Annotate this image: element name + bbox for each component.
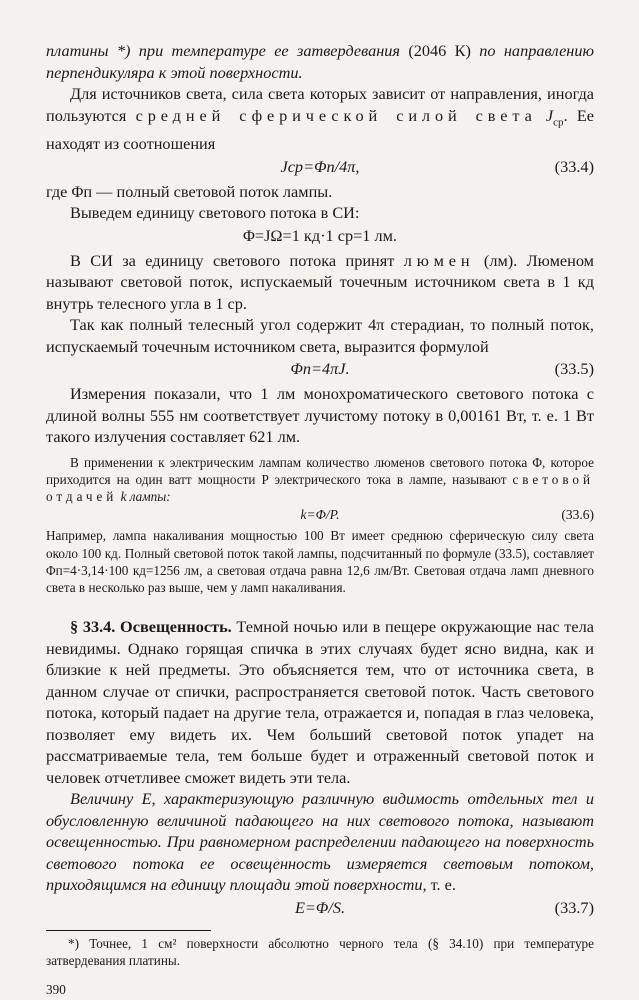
paragraph-mean-spherical: Для источников света, сила света которых зависит от направления, иногда пользуются средней сферической силой света $J_{ср}$. Ее находят из соотношения [46, 84, 595, 154]
formula-text: Jср=Φп/4π, [280, 156, 360, 176]
paragraph-continuation [46, 40, 594, 83]
small-paragraph-example: Например, лампа накаливания мощностью 100 Вт имеет среднюю сферическую силу света около 100 кд. Полный световой поток такой лампы, подсчитанный по формуле (33.5), составляет Φп=4·3,14·100 кд=1256 лм, а световая отдача равна 12,6 лм/Вт. Световая отдача ламп дневного света в несколько раз выше, чем у ламп накаливания. [46, 528, 594, 595]
formula-33-6 [46, 505, 594, 527]
formula-text: E=Φ/S. [294, 897, 346, 917]
paragraph-derive-unit: Выведем единицу светового потока в СИ: [70, 203, 360, 223]
formula-33-7 [46, 896, 594, 922]
footnote: *) Точнее, 1 см² поверхности абсолютно черного тела (§ 34.10) при температуре затвердевания платины. [46, 935, 594, 968]
formula-33-5 [46, 357, 594, 383]
formula-text: Φп=4πJ. [290, 359, 350, 379]
equation-number: (33.6) [561, 507, 594, 523]
small-paragraph-luminous-efficacy: В применении к электрическим лампам количество люменов светового потока Φ, которое приходится на один ватт мощности P электрического тока в лампе, называют световой отдачей k лампы: [46, 454, 594, 505]
italic-text: платины *) при температуре ее затвердевания [46, 41, 400, 60]
paragraph-where: где Φп — полный световой поток лампы. [46, 181, 333, 201]
section-33-4: § 33.4. Освещенность. Темной ночью или в пещере окружающие нас тела невидимы. Однако горящая спичка в этих случаях будет ясно видна, как и близкие к ней предметы. Это объясняется тем, что от источника света, в данном случае от спички, распространяется световой поток. Часть светового потока, который падает на другие тела, отражается и, попадая в глаз человека, позволяет ему видеть их. Чем больший световой поток упадет на рассматриваемые тела, тем больше будет и отраженный световой поток и человек отчетливее сможет видеть эти тела. [46, 617, 594, 787]
section-heading: § 33.4. Освещенность. [70, 617, 232, 637]
page [46, 40, 594, 998]
paragraph-lumen: В СИ за единицу светового потока принят люмен (лм). Люменом называют световой поток, испускаемый точечным источником света в 1 кд внутрь телесного угла в 1 ср. [46, 250, 594, 313]
italic-text: Величину E, характеризующую различную видимость отдельных тел и обусловленную величиной падающего на них светового потока, называют освещенностью. При равномерном распределении падающего на поверхность светового потока ее освещенность измеряется световым потоком, приходящимся на единицу площади этой поверхности, [46, 789, 594, 895]
formula-text: k=Φ/P. [300, 507, 340, 523]
italic-text: по направлению перпендикуляра к этой поверхности. [46, 41, 594, 82]
spaced-term: средней сферической силой света [135, 105, 537, 125]
paragraph-full-solid-angle: Так как полный телесный угол содержит 4π стерадиан, то полный поток, испускаемый точечным источником света, выразится формулой [46, 315, 594, 356]
spaced-term: световой отдачей [46, 471, 594, 505]
formula-text: Φ=JΩ=1 кд·1 ср=1 лм. [243, 225, 397, 245]
equation-number: (33.7) [554, 897, 594, 917]
paragraph-illuminance-definition: Величину E, характеризующую различную видимость отдельных тел и обусловленную величиной падающего на них светового потока, называют освещенностью. При равномерном распределении падающего на поверхность светового потока ее освещенность измеряется световым потоком, приходящимся на единицу площади этой поверхности, т. е. [46, 789, 594, 895]
formula-lumen [46, 224, 594, 250]
footnote-rule [46, 930, 211, 931]
equation-number: (33.4) [554, 156, 594, 176]
equation-number: (33.5) [554, 359, 594, 379]
spaced-term: люмен [403, 250, 475, 270]
page-number: 390 [46, 981, 66, 997]
formula-33-4 [46, 155, 594, 181]
text: (2046 К) [400, 41, 480, 60]
paragraph-measurements: Измерения показали, что 1 лм монохроматического светового потока с длиной волны 555 нм соответствует лучистому потоку в 0,00161 Вт, т. е. 1 Вт такого излучения составляет 621 лм. [46, 384, 594, 447]
